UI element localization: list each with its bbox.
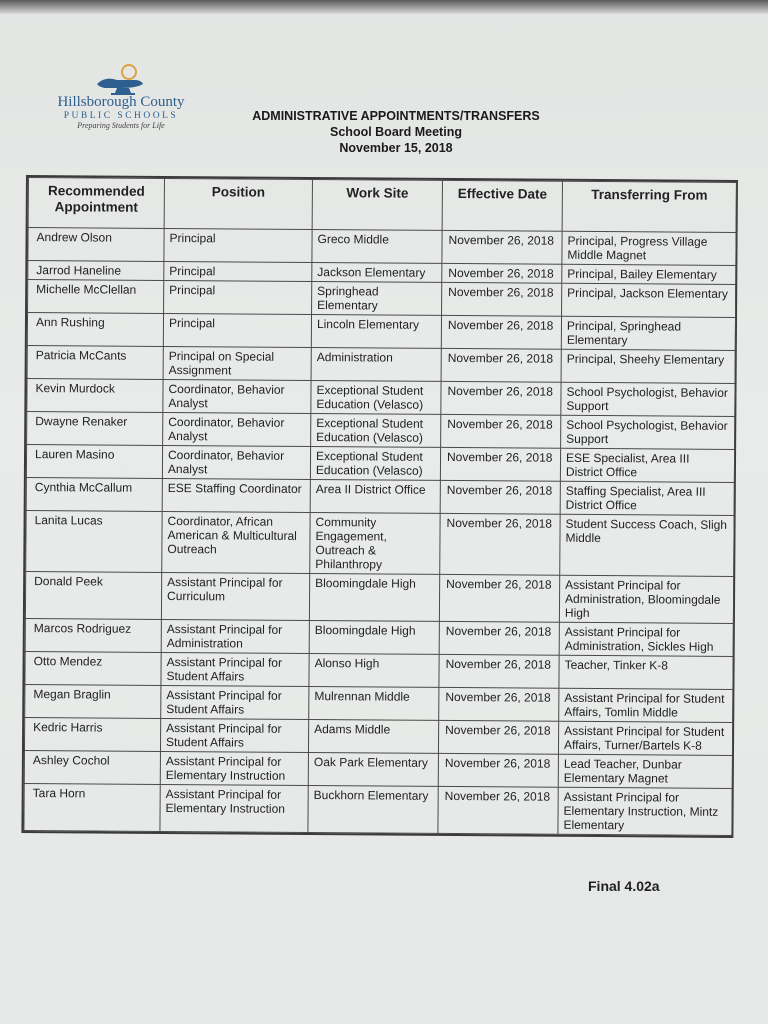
transferring-from-cell: Lead Teacher, Dunbar Elementary Magnet <box>558 754 732 788</box>
work-site-cell: Lincoln Elementary <box>311 314 441 348</box>
effective-date-cell: November 26, 2018 <box>440 447 560 481</box>
work-site-cell: Bloomingdale High <box>309 620 439 654</box>
transferring-from-cell: Assistant Principal for Student Affairs, Turner/Bartels K-8 <box>558 721 732 755</box>
logo-name: Hillsborough County <box>57 94 185 110</box>
table-row <box>27 313 735 351</box>
table-row <box>26 478 734 516</box>
appointee-name: Patricia McCants <box>27 346 163 380</box>
work-site-cell: Exceptional Student Education (Velasco) <box>310 446 440 480</box>
transferring-from-cell: Assistant Principal for Administration, Bloomingdale High <box>559 575 733 623</box>
work-site-cell: Oak Park Elementary <box>308 752 438 786</box>
effective-date-cell: November 26, 2018 <box>442 282 562 316</box>
position-cell: Assistant Principal for Student Affairs <box>160 718 308 752</box>
page-edge-shadow <box>0 0 768 14</box>
transferring-from-cell: Principal, Bailey Elementary <box>562 264 736 284</box>
heading-date: November 15, 2018 <box>339 141 453 155</box>
table-header-row <box>28 178 736 233</box>
position-cell: Principal <box>164 261 312 281</box>
position-cell: Coordinator, Behavior Analyst <box>163 412 311 446</box>
appointee-name: Lanita Lucas <box>26 511 162 573</box>
work-site-cell: Exceptional Student Education (Velasco) <box>311 380 441 414</box>
transferring-from-cell: Teacher, Tinker K-8 <box>559 655 733 689</box>
appointments-table-frame <box>21 175 738 838</box>
effective-date-cell: November 26, 2018 <box>438 720 558 754</box>
table-row <box>27 346 735 384</box>
effective-date-cell: November 26, 2018 <box>439 574 559 622</box>
work-site-cell: Springhead Elementary <box>312 281 442 315</box>
transferring-from-cell: Principal, Jackson Elementary <box>562 283 736 317</box>
position-cell: Assistant Principal for Elementary Instruction <box>160 784 308 832</box>
appointments-table <box>23 177 737 836</box>
work-site-cell: Adams Middle <box>308 719 438 753</box>
lamp-icon <box>91 62 151 96</box>
appointee-name: Tara Horn <box>24 784 160 832</box>
position-cell: Coordinator, Behavior Analyst <box>162 445 310 479</box>
appointee-name: Dwayne Renaker <box>27 412 163 446</box>
transferring-from-cell: School Psychologist, Behavior Support <box>561 382 735 416</box>
table-row <box>28 228 736 266</box>
appointee-name: Michelle McClellan <box>28 280 164 314</box>
transferring-from-cell: Principal, Sheehy Elementary <box>561 349 735 383</box>
district-logo <box>46 62 196 130</box>
work-site-cell: Bloomingdale High <box>309 573 439 621</box>
position-cell: Coordinator, African American & Multicultural Outreach <box>162 511 310 573</box>
work-site-cell: Area II District Office <box>310 479 440 513</box>
appointee-name: Ashley Cochol <box>24 751 160 785</box>
table-row <box>25 685 733 723</box>
table-row <box>25 652 733 690</box>
appointee-name: Lauren Masino <box>26 445 162 479</box>
appointee-name: Cynthia McCallum <box>26 478 162 512</box>
document-heading <box>236 108 556 156</box>
effective-date-cell: November 26, 2018 <box>442 263 562 283</box>
header-recommended-appointment: Recommended Appointment <box>28 178 164 229</box>
header-position: Position <box>164 178 312 229</box>
position-cell: Assistant Principal for Elementary Instruction <box>160 751 308 785</box>
table-row <box>26 511 734 577</box>
logo-subtitle: PUBLIC SCHOOLS <box>63 111 179 121</box>
position-cell: Principal <box>164 280 312 314</box>
transferring-from-cell: Assistant Principal for Administration, Sickles High <box>559 622 733 656</box>
transferring-from-cell: Principal, Springhead Elementary <box>561 316 735 350</box>
appointee-name: Andrew Olson <box>28 228 164 262</box>
header-work-site: Work Site <box>312 180 442 231</box>
header-effective-date: Effective Date <box>442 180 562 231</box>
appointee-name: Otto Mendez <box>25 652 161 686</box>
document-footer: Final 4.02a <box>588 878 660 894</box>
position-cell: Principal on Special Assignment <box>163 346 311 380</box>
table-row <box>25 619 733 657</box>
transferring-from-cell: School Psychologist, Behavior Support <box>561 415 735 449</box>
appointee-name: Marcos Rodriguez <box>25 619 161 653</box>
effective-date-cell: November 26, 2018 <box>438 753 558 787</box>
heading-meeting: School Board Meeting <box>330 125 462 139</box>
position-cell: Assistant Principal for Curriculum <box>161 572 309 620</box>
work-site-cell: Community Engagement, Outreach & Philanthropy <box>310 512 440 574</box>
appointee-name: Jarrod Haneline <box>28 261 164 281</box>
table-row <box>25 572 733 624</box>
work-site-cell: Jackson Elementary <box>312 262 442 282</box>
work-site-cell: Buckhorn Elementary <box>308 785 438 833</box>
effective-date-cell: November 26, 2018 <box>440 480 560 514</box>
table-row <box>28 280 736 318</box>
effective-date-cell: November 26, 2018 <box>441 315 561 349</box>
table-row <box>26 445 734 483</box>
transferring-from-cell: Assistant Principal for Student Affairs, Tomlin Middle <box>559 688 733 722</box>
transferring-from-cell: Student Success Coach, Sligh Middle <box>560 514 734 576</box>
table-row <box>24 751 732 789</box>
appointee-name: Kedric Harris <box>24 718 160 752</box>
logo-tagline: Preparing Students for Life <box>77 121 165 130</box>
table-row <box>27 379 735 417</box>
effective-date-cell: November 26, 2018 <box>441 348 561 382</box>
effective-date-cell: November 26, 2018 <box>438 786 558 834</box>
appointee-name: Donald Peek <box>25 572 161 620</box>
work-site-cell: Mulrennan Middle <box>309 686 439 720</box>
appointee-name: Ann Rushing <box>27 313 163 347</box>
position-cell: Principal <box>163 313 311 347</box>
effective-date-cell: November 26, 2018 <box>439 654 559 688</box>
effective-date-cell: November 26, 2018 <box>439 621 559 655</box>
transferring-from-cell: Staffing Specialist, Area III District Office <box>560 481 734 515</box>
transferring-from-cell: Principal, Progress Village Middle Magnet <box>562 231 736 265</box>
effective-date-cell: November 26, 2018 <box>441 414 561 448</box>
table-body <box>24 228 736 836</box>
appointee-name: Megan Braglin <box>25 685 161 719</box>
position-cell: Assistant Principal for Administration <box>161 619 309 653</box>
position-cell: Assistant Principal for Student Affairs <box>161 652 309 686</box>
work-site-cell: Administration <box>311 347 441 381</box>
transferring-from-cell: ESE Specialist, Area III District Office <box>560 448 734 482</box>
effective-date-cell: November 26, 2018 <box>439 687 559 721</box>
header-transferring-from: Transferring From <box>562 181 736 232</box>
table-row <box>24 718 732 756</box>
work-site-cell: Exceptional Student Education (Velasco) <box>311 413 441 447</box>
work-site-cell: Alonso High <box>309 653 439 687</box>
heading-title: ADMINISTRATIVE APPOINTMENTS/TRANSFERS <box>252 109 540 123</box>
position-cell: Coordinator, Behavior Analyst <box>163 379 311 413</box>
table-row <box>27 412 735 450</box>
position-cell: Assistant Principal for Student Affairs <box>161 685 309 719</box>
position-cell: Principal <box>164 228 312 262</box>
transferring-from-cell: Assistant Principal for Elementary Instruction, Mintz Elementary <box>558 787 732 835</box>
table-row <box>24 784 732 836</box>
effective-date-cell: November 26, 2018 <box>441 381 561 415</box>
appointee-name: Kevin Murdock <box>27 379 163 413</box>
effective-date-cell: November 26, 2018 <box>442 230 562 264</box>
work-site-cell: Greco Middle <box>312 229 442 263</box>
effective-date-cell: November 26, 2018 <box>440 513 560 575</box>
position-cell: ESE Staffing Coordinator <box>162 478 310 512</box>
